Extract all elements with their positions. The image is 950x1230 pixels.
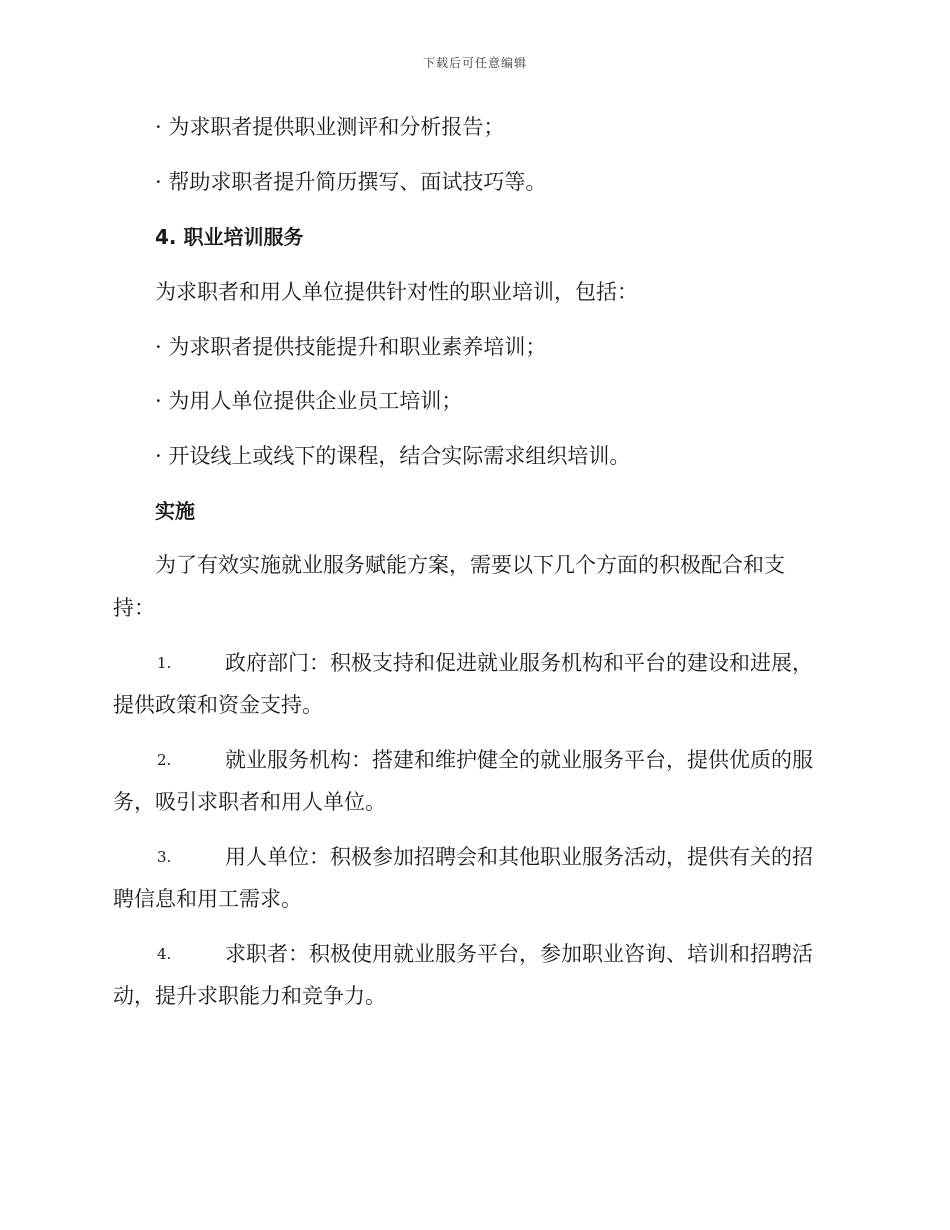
list-number: 2.: [157, 751, 172, 769]
list-item-line: 聘信息和用工需求。: [113, 887, 302, 911]
section-heading: 4. 职业培训服务: [155, 225, 304, 249]
paragraph-line: 为了有效实施就业服务赋能方案，需要以下几个方面的积极配合和支: [155, 553, 785, 577]
list-item-line: 政府部门：积极支持和促进就业服务机构和平台的建设和进展，: [225, 651, 813, 675]
paragraph-line: 持：: [113, 596, 155, 620]
bullet-item: · 为求职者提供技能提升和职业素养培训；: [155, 335, 547, 359]
list-number: 3.: [157, 848, 172, 866]
list-number: 1.: [157, 654, 172, 672]
list-item-line: 求职者：积极使用就业服务平台，参加职业咨询、培训和招聘活: [225, 942, 813, 966]
list-item-line: 务，吸引求职者和用人单位。: [113, 790, 386, 814]
bullet-item: · 帮助求职者提升简历撰写、面试技巧等。: [155, 170, 547, 194]
paragraph: 为求职者和用人单位提供针对性的职业培训，包括：: [155, 280, 638, 304]
section-heading: 实施: [155, 499, 195, 523]
bullet-item: · 开设线上或线下的课程，结合实际需求组织培训。: [155, 444, 631, 468]
bullet-item: · 为求职者提供职业测评和分析报告；: [155, 115, 505, 139]
list-number: 4.: [157, 945, 172, 963]
list-item-line: 就业服务机构：搭建和维护健全的就业服务平台，提供优质的服: [225, 748, 813, 772]
bullet-item: · 为用人单位提供企业员工培训；: [155, 389, 463, 413]
list-item-line: 用人单位：积极参加招聘会和其他职业服务活动，提供有关的招: [225, 845, 813, 869]
page-header: 下载后可任意编辑: [422, 56, 527, 70]
list-item-line: 提供政策和资金支持。: [113, 693, 323, 717]
list-item-line: 动，提升求职能力和竞争力。: [113, 984, 386, 1008]
